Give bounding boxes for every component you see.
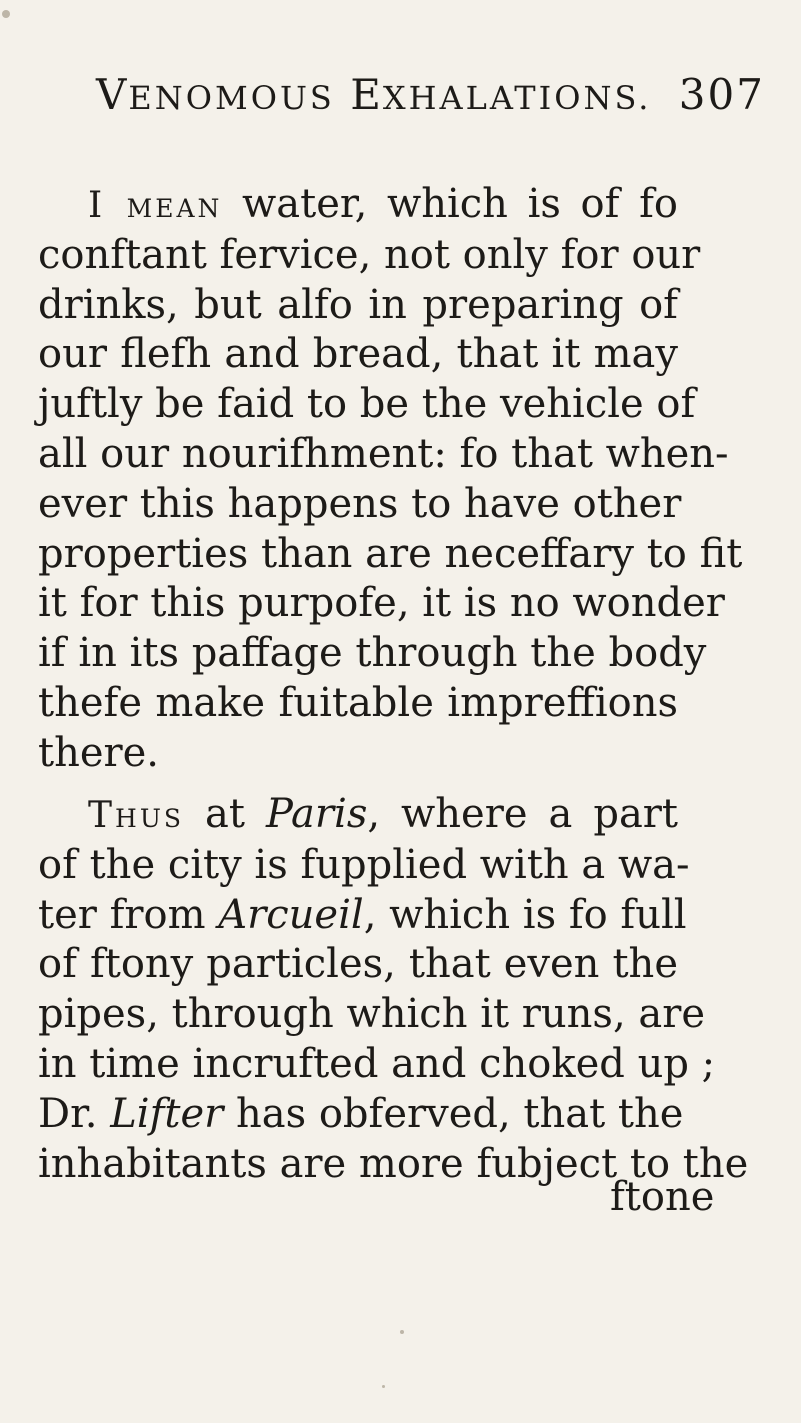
header-cap-v: V: [96, 70, 129, 119]
italic-place-arcueil: Arcueil: [218, 891, 364, 938]
page-number: 307: [678, 70, 765, 119]
paper-speck: [2, 10, 10, 18]
running-header: [96, 70, 765, 119]
text-line: ever this happens to have other: [38, 480, 682, 527]
paper-speck: [382, 1385, 385, 1388]
text-line: properties than are neceffary to fit: [38, 530, 743, 577]
catchword: ftone: [610, 1174, 715, 1220]
paragraph-lead: Thus: [88, 795, 185, 836]
text-line: it for this purpofe, it is no wonder: [38, 580, 725, 627]
italic-name-lifter: Lifter: [110, 1090, 224, 1137]
text-line: there.: [38, 729, 160, 776]
text-line: conftant fervice, not only for our: [38, 231, 701, 278]
text-line: I mean water, which is of fo: [88, 181, 678, 227]
text-line: thefe make fuitable impreffions: [38, 679, 678, 726]
text-line: inhabitants are more fubject to the: [38, 1140, 749, 1187]
text-line: all our nourifhment: fo that when-: [38, 430, 729, 477]
paragraph-2: [38, 790, 749, 1189]
header-cap-e: E: [350, 70, 383, 119]
header-smallcaps-2: XHALATIONS.: [382, 79, 652, 117]
text-line: Thus at Paris, where a part: [88, 791, 678, 837]
paragraph-1: [38, 180, 743, 779]
text-line: pipes, through which it runs, are: [38, 991, 706, 1038]
text-line: ter from Arcueil, which is fo full: [38, 891, 687, 938]
text-line: of the city is fupplied with a wa-: [38, 841, 690, 888]
text-line: if in its paffage through the body: [38, 630, 707, 677]
text-line: of ftony particles, that even the: [38, 941, 678, 988]
text-line: in time incrufted and choked up ;: [38, 1040, 716, 1087]
text-line: juftly be faid to be the vehicle of: [38, 381, 696, 428]
text-line: drinks, but alfo in preparing of: [38, 281, 678, 328]
text-line: Dr. Lifter has obferved, that the: [38, 1090, 684, 1137]
italic-place-paris: Paris: [265, 791, 368, 837]
header-smallcaps-1: ENOMOUS: [128, 79, 335, 117]
text-line: our flefh and bread, that it may: [38, 331, 678, 378]
paper-speck: [400, 1330, 404, 1334]
paragraph-lead: I mean: [88, 185, 223, 226]
